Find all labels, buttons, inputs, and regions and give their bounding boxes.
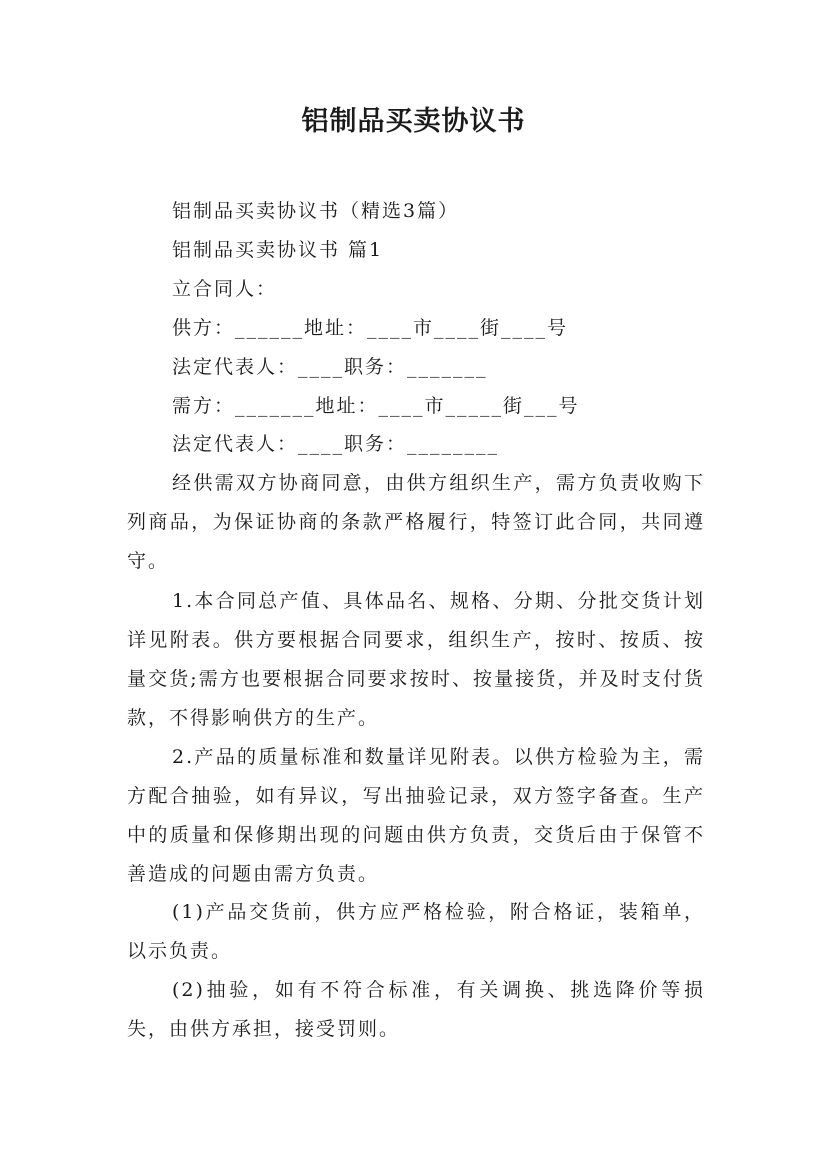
clause-1-paragraph: 1.本合同总产值、具体品名、规格、分期、分批交货计划详见附表。供方要根据合同要求，组织生产，按时、按质、按量交货;需方也要根据合同要求按时、按量接货，并及时支付货款，不得影响供方的生产。 bbox=[127, 590, 705, 729]
clause-2-item-1-paragraph: (1)产品交货前，供方应严格检验，附合格证，装箱单，以示负责。 bbox=[127, 901, 705, 962]
clause-2-paragraph: 2.产品的质量标准和数量详见附表。以供方检验为主，需方配合抽验，如有异议，写出抽验记录，双方签字备查。生产中的质量和保修期出现的问题由供方负责，交货后由于保管不善造成的问题由需方负责。 bbox=[127, 746, 705, 885]
subtitle-line: 铝制品买卖协议书（精选3篇） bbox=[172, 200, 460, 222]
document-title: 铝制品买卖协议书 bbox=[301, 106, 526, 137]
contract-parties-label: 立合同人： bbox=[172, 278, 278, 300]
supplier-line: 供方：______地址：____市____街____号 bbox=[172, 317, 569, 339]
buyer-line: 需方：_______地址：____市_____街___号 bbox=[172, 395, 580, 417]
supplier-representative-line: 法定代表人：____职务：_______ bbox=[172, 356, 488, 378]
intro-paragraph: 经供需双方协商同意，由供方组织生产，需方负责收购下列商品，为保证协商的条款严格履行，特签订此合同，共同遵守。 bbox=[127, 472, 705, 572]
section-heading: 铝制品买卖协议书 篇1 bbox=[172, 239, 384, 261]
clause-2-item-2-paragraph: (2)抽验，如有不符合标准，有关调换、挑选降价等损失，由供方承担，接受罚则。 bbox=[127, 979, 705, 1040]
buyer-representative-line: 法定代表人：____职务：________ bbox=[172, 433, 500, 455]
